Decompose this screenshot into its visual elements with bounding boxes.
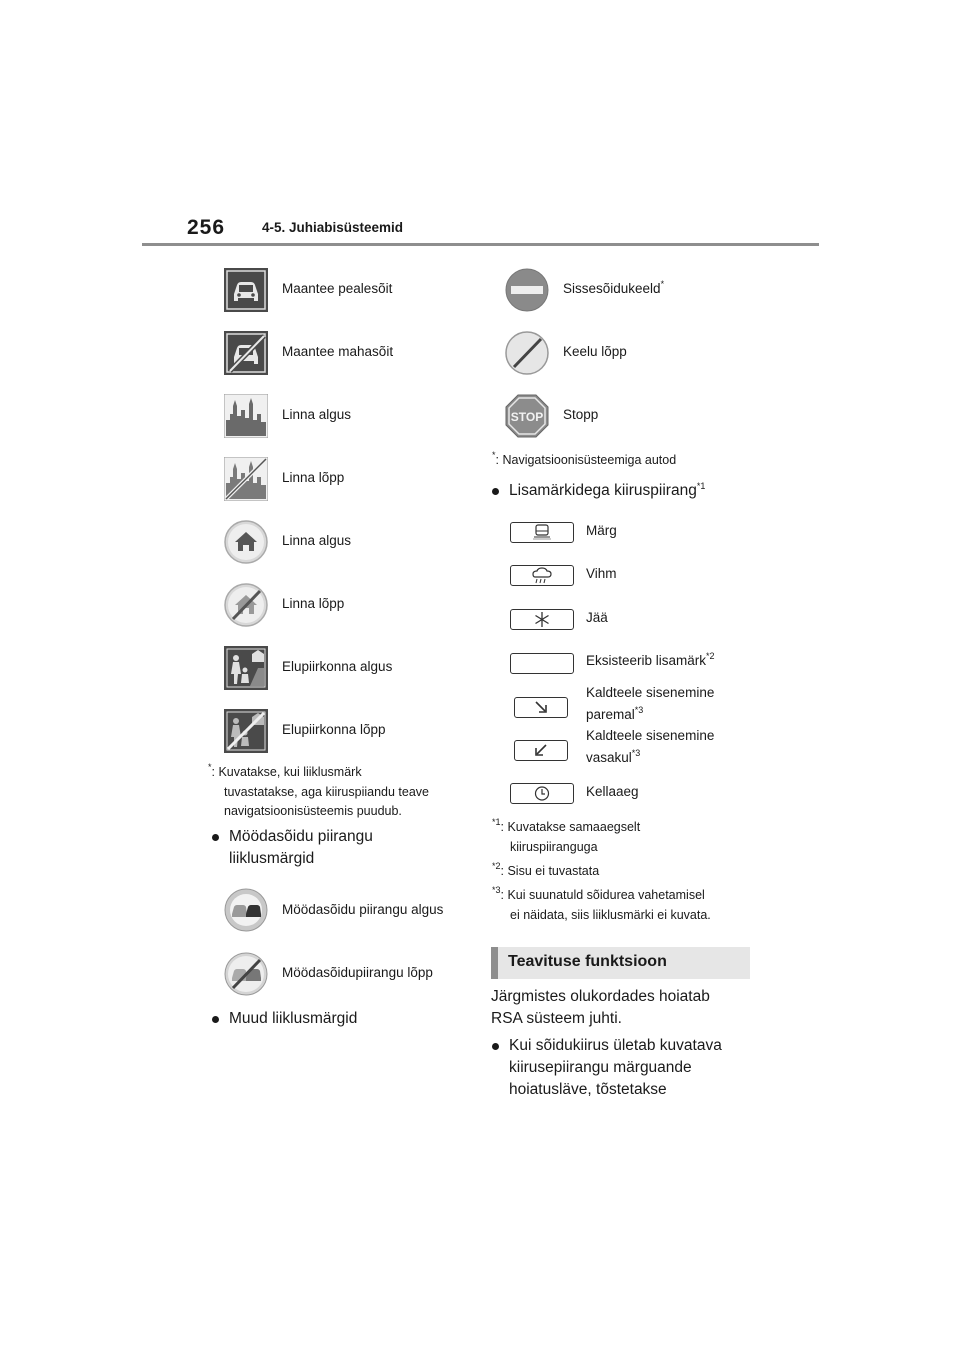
footnote-2-mark: *2 xyxy=(492,861,501,871)
footnote-3-mark: *3 xyxy=(492,885,501,895)
section-title: 4-5. Juhiabisüsteemid xyxy=(262,220,404,235)
no-entry-sign-icon xyxy=(505,268,549,312)
footnote-2-line1: : Sisu ei tuvastata xyxy=(500,864,600,878)
bullet-dot xyxy=(492,1043,499,1050)
panel-label-additional-text: Eksisteerib lisamärk xyxy=(586,653,707,668)
sign-label-end-of-restriction: Keelu lõpp xyxy=(563,344,627,359)
footnote-2 xyxy=(492,862,762,882)
footnote-mark: * xyxy=(208,762,212,772)
bullet-speed-line2: kiirusepiirangu märguande xyxy=(509,1059,692,1076)
bullet-overtaking-line2: liiklusmärgid xyxy=(229,850,315,867)
sign-label-no-overtaking-end: Möödasõidupiirangu lõpp xyxy=(282,965,433,980)
panel-label-ramp-left: Kaldteele sisenemine xyxy=(586,728,715,743)
bullet-other-signs-text: Muud liiklusmärgid xyxy=(229,1010,358,1027)
arrow-left-down-panel-icon xyxy=(514,740,568,761)
bullet-speed-warning xyxy=(492,1035,762,1101)
bullet-overtaking-line1: Möödasõidu piirangu xyxy=(229,828,373,845)
motorway-exit-sign-icon xyxy=(224,331,268,375)
panel-label-ramp-left-sup: *3 xyxy=(631,748,641,758)
no-overtaking-sign-icon xyxy=(224,888,268,932)
stop-sign-icon xyxy=(505,394,549,438)
bullet-speed-line1: Kui sõidukiirus ületab kuvatava xyxy=(509,1037,722,1054)
footnote-line-3: navigatsioonisüsteemis puudub. xyxy=(224,804,402,818)
sign-label-no-entry-text: Sissesõidukeeld xyxy=(563,281,661,296)
panel-label-ramp-left-word: vasakul xyxy=(586,750,632,765)
city-end-sign-icon xyxy=(224,457,268,501)
motorway-entry-sign-icon xyxy=(224,268,268,312)
page-number: 256 xyxy=(187,216,226,239)
notification-para-line2: RSA süsteem juhti. xyxy=(491,1010,622,1027)
footnote-line-2: tuvastatakse, aga kiiruspiiandu teave xyxy=(224,784,429,799)
bullet-overtaking xyxy=(212,826,472,870)
sign-label-residential-start: Elupiirkonna algus xyxy=(282,659,393,674)
footnote-3 xyxy=(492,886,762,925)
sign-label-city-end: Linna lõpp xyxy=(282,470,345,485)
blank-panel-icon xyxy=(510,653,574,674)
section-heading-notification xyxy=(491,947,750,979)
sign-label-stop: Stopp xyxy=(563,407,599,422)
arrow-right-down-panel-icon xyxy=(514,697,568,718)
rain-panel-icon xyxy=(510,565,574,586)
bullet-supplementary-sup: *1 xyxy=(696,481,706,491)
town-end-round-sign-icon xyxy=(224,583,268,627)
panel-label-time: Kellaaeg xyxy=(586,784,639,799)
notification-para-line1: Järgmistes olukordades hoiatab xyxy=(491,988,710,1005)
footnote-text: : Kuvatakse, kui liiklusmärk xyxy=(211,765,362,779)
ice-panel-icon xyxy=(510,609,574,630)
bullet-dot xyxy=(212,834,219,841)
panel-label-ice: Jää xyxy=(586,610,608,625)
sign-label-no-overtaking: Möödasõidu piirangu algus xyxy=(282,902,444,917)
panel-label-ramp-left-side xyxy=(586,750,640,765)
header-rule xyxy=(142,243,819,246)
section-heading-text: Teavituse funktsioon xyxy=(508,953,667,970)
stop-sign-text: STOP xyxy=(510,410,544,424)
sign-label-town-start: Linna algus xyxy=(282,533,352,548)
panel-label-wet: Märg xyxy=(586,523,617,538)
footnote-text: : Navigatsioonisüsteemiga autod xyxy=(495,453,677,467)
footnote-mark: * xyxy=(492,450,496,460)
bullet-dot xyxy=(492,488,499,495)
panel-label-ramp-right: Kaldteele sisenemine xyxy=(586,685,715,700)
sign-label-city-start: Linna algus xyxy=(282,407,352,422)
sign-label-motorway-entry: Maantee pealesõit xyxy=(282,281,393,296)
sign-label-town-end: Linna lõpp xyxy=(282,596,345,611)
footnote-3-line2: ei näidata, siis liiklusmärki ei kuvata. xyxy=(510,907,711,922)
bullet-supplementary xyxy=(492,480,762,502)
panel-label-ramp-right-sup: *3 xyxy=(634,705,644,715)
panel-label-ramp-right-side xyxy=(586,707,643,722)
footnote-1-line2: kiiruspiiranguga xyxy=(510,839,598,854)
panel-label-ramp-right-word: paremal xyxy=(586,707,635,722)
footnote-3-line1: : Kui suunatuld sõidurea vahetamisel xyxy=(500,888,705,902)
city-start-sign-icon xyxy=(224,394,268,438)
panel-label-additional xyxy=(586,653,715,668)
clock-panel-icon xyxy=(510,783,574,804)
panel-label-rain: Vihm xyxy=(586,566,617,581)
bullet-supplementary-text: Lisamärkidega kiiruspiirang xyxy=(509,482,697,499)
residential-area-end-sign-icon xyxy=(224,709,268,753)
right-footnote xyxy=(492,451,676,471)
notification-paragraph xyxy=(491,986,761,1030)
bullet-dot xyxy=(212,1016,219,1023)
footnote-1 xyxy=(492,818,762,857)
footnote-1-mark: *1 xyxy=(492,817,501,827)
wet-road-panel-icon xyxy=(510,522,574,543)
left-footnote xyxy=(208,763,468,822)
panel-label-additional-sup: *2 xyxy=(706,651,715,661)
footnote-1-line1: : Kuvatakse samaaegselt xyxy=(500,820,641,834)
end-of-restriction-sign-icon xyxy=(505,331,549,375)
town-start-round-sign-icon xyxy=(224,520,268,564)
no-overtaking-end-sign-icon xyxy=(224,952,268,996)
residential-area-start-sign-icon xyxy=(224,646,268,690)
sign-label-no-entry-sup: * xyxy=(660,279,665,289)
bullet-speed-line3: hoiatusläve, tõstetakse xyxy=(509,1081,667,1098)
sign-label-residential-end: Elupiirkonna lõpp xyxy=(282,722,386,737)
bullet-other-signs xyxy=(212,1008,472,1030)
sign-label-no-entry xyxy=(563,281,664,296)
sign-label-motorway-exit: Maantee mahasõit xyxy=(282,344,394,359)
